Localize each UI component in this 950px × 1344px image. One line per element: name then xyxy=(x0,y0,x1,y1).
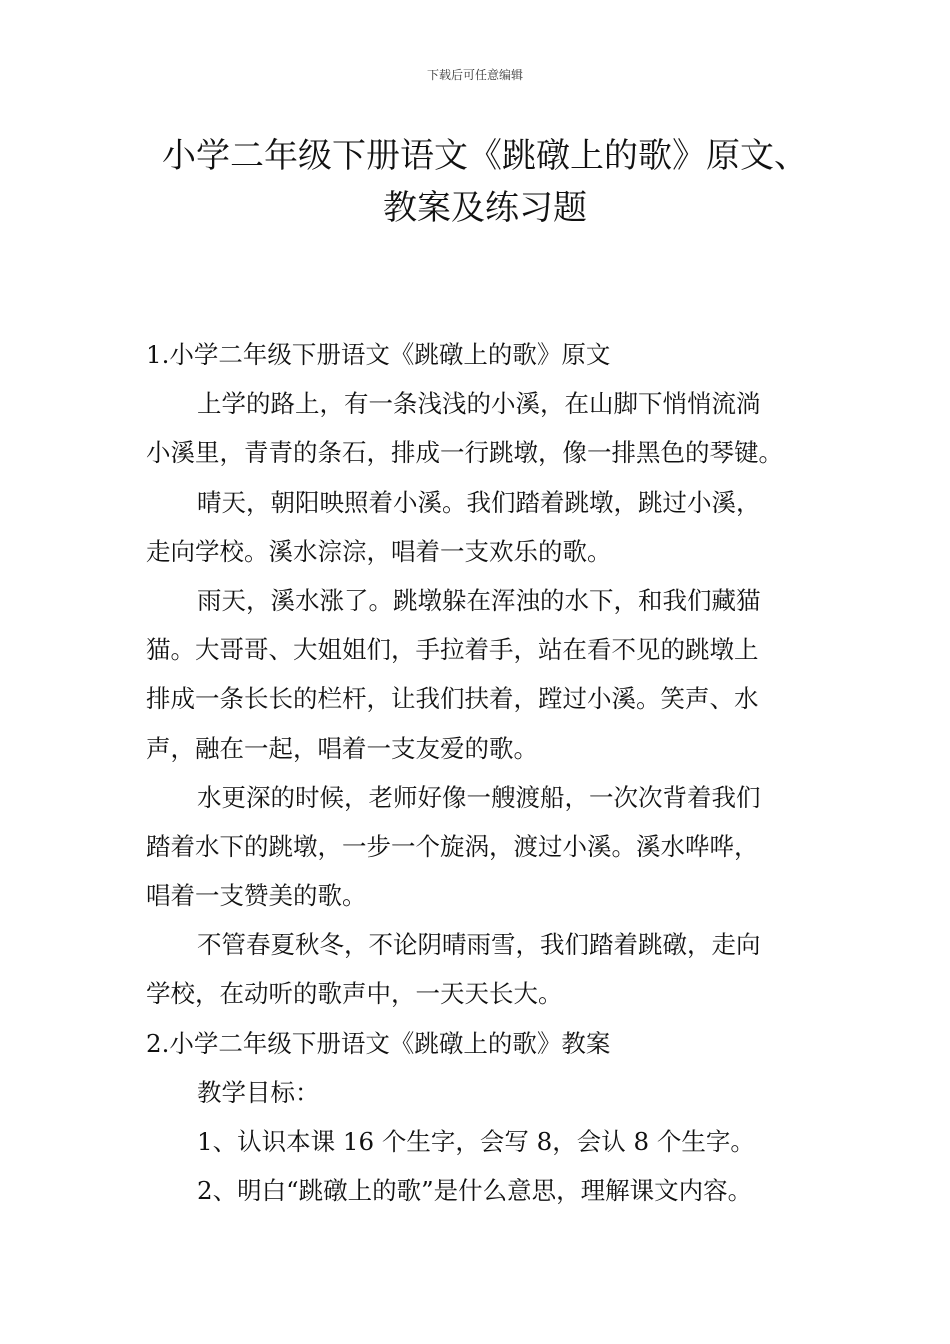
section-heading-2: 2.小学二年级下册语文《跳礅上的歌》教案 xyxy=(146,1028,611,1058)
list-item: 2、明白“跳礅上的歌”是什么意思，理解课文内容。 xyxy=(197,1176,753,1206)
paragraph-line: 排成一条长长的栏杆，让我们扶着，蹚过小溪。笑声、水 xyxy=(146,684,759,714)
paragraph-line: 学校，在动听的歌声中，一天天长大。 xyxy=(146,979,563,1009)
paragraph-line: 不管春夏秋冬，不论阴晴雨雪，我们踏着跳礅，走向 xyxy=(197,930,761,960)
paragraph-line: 水更深的时候，老师好像一艘渡船，一次次背着我们 xyxy=(197,782,761,812)
title-line-2: 教案及练习题 xyxy=(383,188,587,228)
paragraph-line: 晴天，朝阳映照着小溪。我们踏着跳墩，跳过小溪， xyxy=(197,487,761,517)
paragraph-line: 踏着水下的跳墩，一步一个旋涡，渡过小溪。溪水哗哗， xyxy=(146,831,759,861)
list-item: 1、认识本课 16 个生字，会写 8，会认 8 个生字。 xyxy=(197,1127,755,1156)
document-title xyxy=(120,130,850,234)
paragraph-line: 小溪里，青青的条石，排成一行跳墩，像一排黑色的琴键。 xyxy=(146,438,783,468)
title-line-1: 小学二年级下册语文《跳礅上的歌》原文、 xyxy=(162,136,808,176)
paragraph-line: 走向学校。溪水淙淙，唱着一支欢乐的歌。 xyxy=(146,536,612,566)
paragraph-line: 上学的路上，有一条浅浅的小溪，在山脚下悄悄流淌 xyxy=(197,389,761,419)
section-heading-1: 1.小学二年级下册语文《跳礅上的歌》原文 xyxy=(146,340,611,369)
subheading-teaching-goals: 教学目标： xyxy=(197,1077,320,1107)
document-body xyxy=(146,330,811,1215)
paragraph-line: 雨天，溪水涨了。跳墩躲在浑浊的水下，和我们藏猫 xyxy=(197,585,761,615)
paragraph-line: 唱着一支赞美的歌。 xyxy=(146,881,367,911)
paragraph-line: 声，融在一起，唱着一支友爱的歌。 xyxy=(146,733,538,763)
header-note: 下载后可任意编辑 xyxy=(426,68,523,82)
paragraph-line: 猫。大哥哥、大姐姐们，手拉着手，站在看不见的跳墩上 xyxy=(146,635,759,665)
